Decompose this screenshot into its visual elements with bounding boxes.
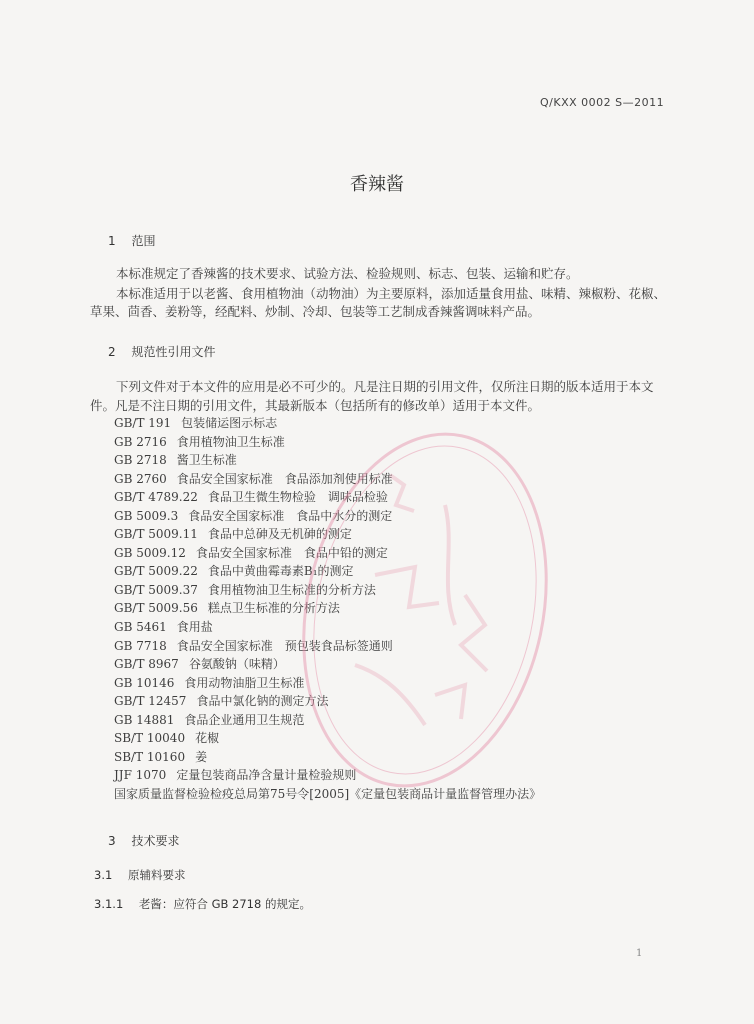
reference-item <box>114 785 541 804</box>
reference-code: GB/T 5009.56 <box>114 601 198 616</box>
reference-item <box>114 544 541 563</box>
reference-title: 食品安全国家标准 预包装食品标签通则 <box>176 638 393 653</box>
reference-title: 食品安全国家标准 食品添加剂使用标准 <box>176 471 393 486</box>
reference-list <box>114 414 541 803</box>
reference-title: 食品中黄曲霉毒素B₁的测定 <box>207 564 354 579</box>
reference-item <box>114 766 541 785</box>
reference-title: 食用植物油卫生标准 <box>176 434 285 449</box>
reference-title: 糕点卫生标准的分析方法 <box>207 601 340 616</box>
reference-title: 食品中氯化钠的测定方法 <box>196 694 329 709</box>
reference-title: 花椒 <box>195 731 220 746</box>
section-3-title: 技术要求 <box>131 834 180 848</box>
reference-title: 食品中总砷及无机砷的测定 <box>207 527 352 542</box>
reference-code: SB/T 10160 <box>114 749 186 764</box>
clause-3-1-1-text: 老酱：应符合 GB 2718 的规定。 <box>138 897 311 911</box>
reference-title: 谷氨酸钠（味精） <box>188 657 285 672</box>
section-2-heading <box>108 343 215 360</box>
reference-item <box>114 470 541 489</box>
section-1-title: 范围 <box>131 234 156 248</box>
clause-3-1-1-number: 3.1.1 <box>94 897 124 911</box>
reference-title: 食品卫生微生物检验 调味品检验 <box>207 490 388 505</box>
clause-3-1 <box>94 867 185 883</box>
reference-code: GB/T 4789.22 <box>114 490 198 505</box>
reference-code: GB 5009.3 <box>114 508 179 523</box>
reference-item <box>114 451 541 470</box>
reference-title: 食用植物油卫生标准的分析方法 <box>207 582 376 597</box>
reference-code: GB/T 12457 <box>114 694 187 709</box>
page-number: 1 <box>636 948 643 959</box>
section-1-heading <box>108 232 155 249</box>
reference-item <box>114 562 541 581</box>
section-1-number: 1 <box>108 234 116 248</box>
section-3-number: 3 <box>108 834 116 848</box>
reference-code: GB 14881 <box>114 712 175 727</box>
reference-title: 国家质量监督检验检疫总局第75号令[2005]《定量包装商品计量监督管理办法》 <box>114 786 542 801</box>
reference-item <box>114 655 541 674</box>
scope-paragraph-1: 本标准规定了香辣酱的技术要求、试验方法、检验规则、标志、包装、运输和贮存。 <box>116 266 579 281</box>
reference-item <box>114 637 541 656</box>
section-2-number: 2 <box>108 345 116 359</box>
reference-item <box>114 599 541 618</box>
reference-code: GB 5009.12 <box>114 545 186 560</box>
reference-code: GB 10146 <box>114 675 175 690</box>
clause-3-1-number: 3.1 <box>94 868 113 882</box>
reference-title: 定量包装商品净含量计量检验规则 <box>176 768 357 783</box>
reference-title: 姜 <box>195 749 208 764</box>
references-intro-line-2: 件。凡是不注日期的引用文件，其最新版本（包括所有的修改单）适用于本文件。 <box>90 398 541 413</box>
reference-code: GB 7718 <box>114 638 167 653</box>
reference-title: 酱卫生标准 <box>176 453 237 468</box>
reference-item <box>114 618 541 637</box>
reference-item <box>114 525 541 544</box>
reference-code: SB/T 10040 <box>114 731 186 746</box>
reference-item <box>114 711 541 730</box>
reference-item <box>114 692 541 711</box>
reference-item <box>114 433 541 452</box>
reference-code: GB/T 8967 <box>114 657 179 672</box>
reference-item <box>114 748 541 767</box>
reference-title: 食用动物油脂卫生标准 <box>184 675 305 690</box>
reference-item <box>114 507 541 526</box>
clause-3-1-title: 原辅料要求 <box>127 868 186 882</box>
reference-title: 食用盐 <box>176 620 213 635</box>
section-2-title: 规范性引用文件 <box>131 345 216 359</box>
reference-code: GB 2716 <box>114 434 167 449</box>
references-intro-line-1: 下列文件对于本文件的应用是必不可少的。凡是注日期的引用文件，仅所注日期的版本适用于本文 <box>116 379 654 394</box>
reference-item <box>114 729 541 748</box>
reference-code: GB 2718 <box>114 453 167 468</box>
reference-item <box>114 488 541 507</box>
reference-title: 食品安全国家标准 食品中铅的测定 <box>195 545 388 560</box>
reference-item <box>114 414 541 433</box>
reference-code: GB 2760 <box>114 471 167 486</box>
section-3-heading <box>108 832 179 849</box>
document-title: 香辣酱 <box>350 174 404 195</box>
reference-item <box>114 674 541 693</box>
reference-code: GB/T 5009.11 <box>114 527 198 542</box>
reference-title: 食品安全国家标准 食品中水分的测定 <box>188 508 393 523</box>
reference-code: GB/T 5009.22 <box>114 564 198 579</box>
reference-item <box>114 581 541 600</box>
reference-code: GB 5461 <box>114 620 167 635</box>
clause-3-1-1 <box>94 896 311 912</box>
reference-code: GB/T 5009.37 <box>114 582 198 597</box>
reference-title: 包装储运图示标志 <box>181 416 278 430</box>
standard-code: Q/KXX 0002 S—2011 <box>540 96 665 109</box>
scope-paragraph-2-line-1: 本标准适用于以老酱、食用植物油（动物油）为主要原料，添加适量食用盐、味精、辣椒粉、花椒、 <box>116 286 667 301</box>
reference-code: JJF 1070 <box>114 768 167 783</box>
reference-title: 食品企业通用卫生规范 <box>184 712 305 727</box>
reference-code: GB/T 191 <box>114 416 172 430</box>
scope-paragraph-2-line-2: 草果、茴香、姜粉等，经配料、炒制、冷却、包装等工艺制成香辣酱调味料产品。 <box>90 304 541 319</box>
